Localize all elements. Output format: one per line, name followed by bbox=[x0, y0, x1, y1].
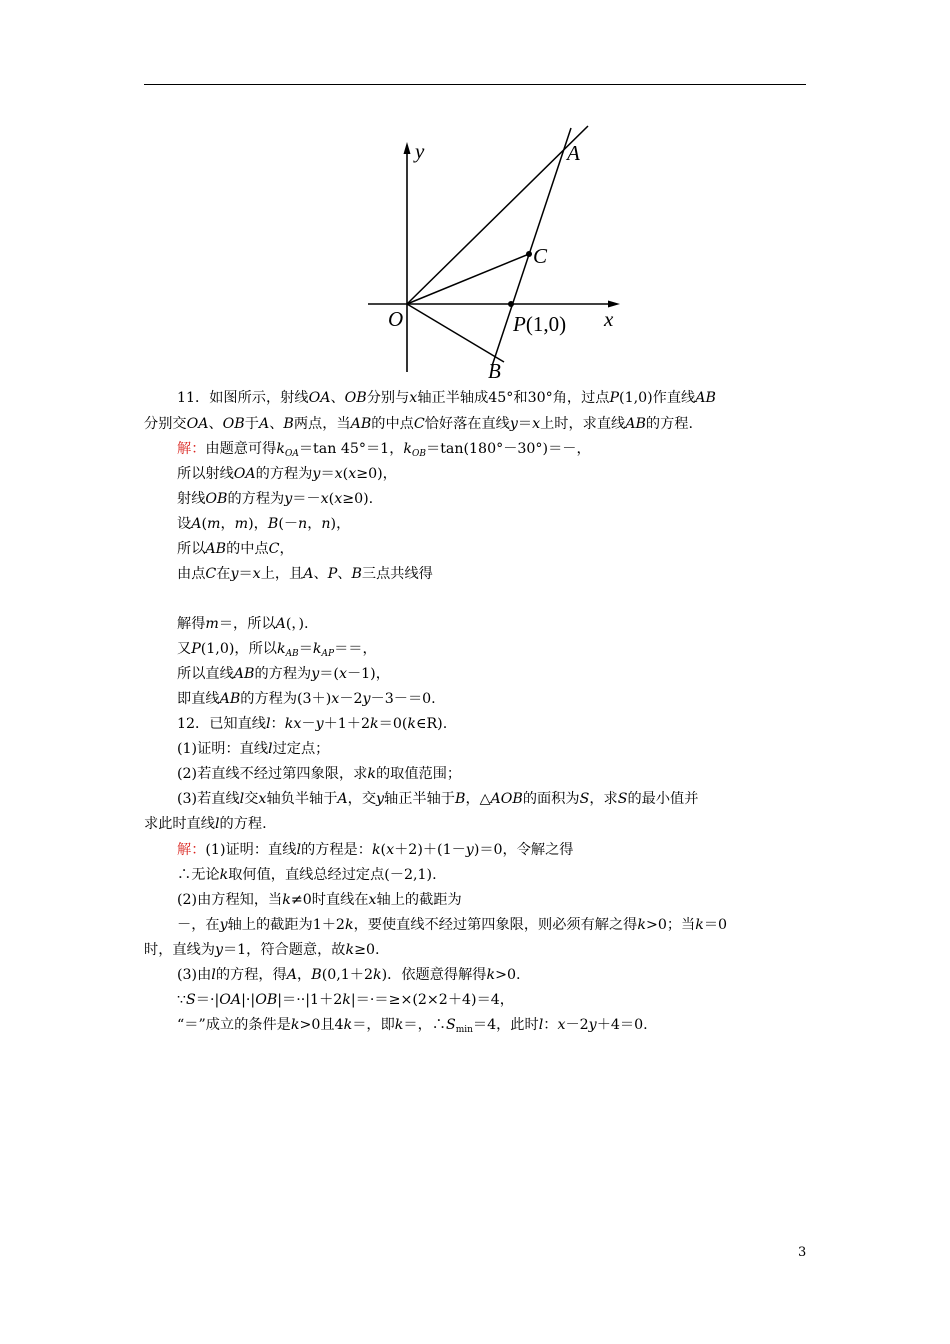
label-y: y bbox=[415, 139, 425, 163]
segment-oc bbox=[407, 254, 529, 304]
p11-solution-10: 即直线AB的方程为(3＋)x－2y－3－＝0. bbox=[177, 691, 436, 707]
p12-line-2: (1)证明：直线l过定点； bbox=[177, 741, 330, 757]
figure-svg bbox=[360, 120, 630, 382]
solution-label: 解： bbox=[177, 441, 206, 457]
label-p-coord: (1,0) bbox=[525, 312, 567, 336]
label-o: O bbox=[388, 307, 404, 331]
p12-line-4: (3)若直线l交x轴负半轴于A，交y轴正半轴于B，△AOB的面积为S，求S的最小值并 bbox=[177, 791, 699, 807]
coordinate-figure bbox=[360, 120, 630, 382]
p12-solution-8: “＝”成立的条件是k>0且4k＝，即k＝，$\therefore S_{min}=4$，此时l：x－2y＋4＝0. bbox=[177, 1017, 648, 1035]
p11-line-1: 11．如图所示，射线OA、OB分别与x轴正半轴成45°和30°角，过点P(1,0)作直线AB bbox=[177, 390, 716, 406]
p12-solution-2: ∴无论k取何值，直线总经过定点(－2,1). bbox=[177, 867, 437, 883]
p12-solution-3: (2)由方程知，当k≠0时直线在x轴上的截距为 bbox=[177, 892, 462, 908]
p12-solution-5: 时，直线为y＝1，符合题意，故k≥0. bbox=[144, 942, 380, 958]
p11-solution-1: 解：由题意可得$k_{OA}=\tan$ 45°＝1，$k_{OB}=\tan(180^\circ-30^\circ)=-$， bbox=[177, 441, 591, 459]
label-p bbox=[512, 312, 566, 336]
label-c: C bbox=[533, 244, 548, 268]
p11-solution-2: 所以射线OA的方程为y＝x(x≥0)， bbox=[177, 466, 397, 482]
p12-line-5: 求此时直线l的方程. bbox=[144, 816, 267, 832]
p11-line-2: 分别交OA、OB于A、B两点，当AB的中点C恰好落在直线y＝x上时，求直线AB的方程. bbox=[144, 416, 693, 432]
label-p-letter: P bbox=[513, 312, 526, 336]
p11-solution-9: 所以直线AB的方程为y＝(x－1)， bbox=[177, 666, 390, 682]
p12-solution-7: ∵S＝·|OA|·|OB|＝··|1＋2k|＝·＝≥×(2×2＋4)＝4， bbox=[177, 992, 514, 1008]
p12-solution-1: 解：(1)证明：直线l的方程是：k(x＋2)＋(1－y)＝0，令解之得 bbox=[177, 842, 574, 858]
p11-solution-4: 设A(m，m)，B(－n，n)， bbox=[177, 516, 351, 532]
p11-solution-3: 射线OB的方程为y＝－x(x≥0). bbox=[177, 491, 374, 507]
page-number: 3 bbox=[798, 1245, 807, 1260]
ray-oa bbox=[407, 126, 588, 304]
p12-line-1: 12．已知直线l：kx－y＋1＋2k＝0(k∈R). bbox=[177, 716, 448, 732]
p11-solution-7: 解得m＝，所以A(，). bbox=[177, 616, 309, 632]
point-p bbox=[508, 301, 514, 307]
p12-solution-4: －，在y轴上的截距为1＋2k，要使直线不经过第四象限，则必须有解之得k>0；当k＝0 bbox=[177, 917, 728, 933]
p11-solution-6: 由点C在y＝x上，且A、P、B三点共线得 bbox=[177, 566, 433, 582]
label-a: A bbox=[567, 141, 580, 165]
header-rule bbox=[144, 84, 806, 85]
label-b: B bbox=[488, 359, 501, 382]
point-c bbox=[526, 251, 532, 257]
ray-ob bbox=[407, 304, 504, 362]
solution-label: 解： bbox=[177, 842, 206, 858]
y-axis-arrow-icon bbox=[404, 142, 411, 154]
p11-solution-5: 所以AB的中点C， bbox=[177, 541, 294, 557]
p12-line-3: (2)若直线不经过第四象限，求k的取值范围； bbox=[177, 766, 462, 782]
p11-solution-8: 又P(1,0)，所以$k_{AB}=k_{AP}==$， bbox=[177, 641, 377, 659]
p12-solution-6: (3)由l的方程，得A，B(0,1＋2k)．依题意得解得k>0. bbox=[177, 967, 521, 983]
label-x: x bbox=[604, 307, 614, 331]
